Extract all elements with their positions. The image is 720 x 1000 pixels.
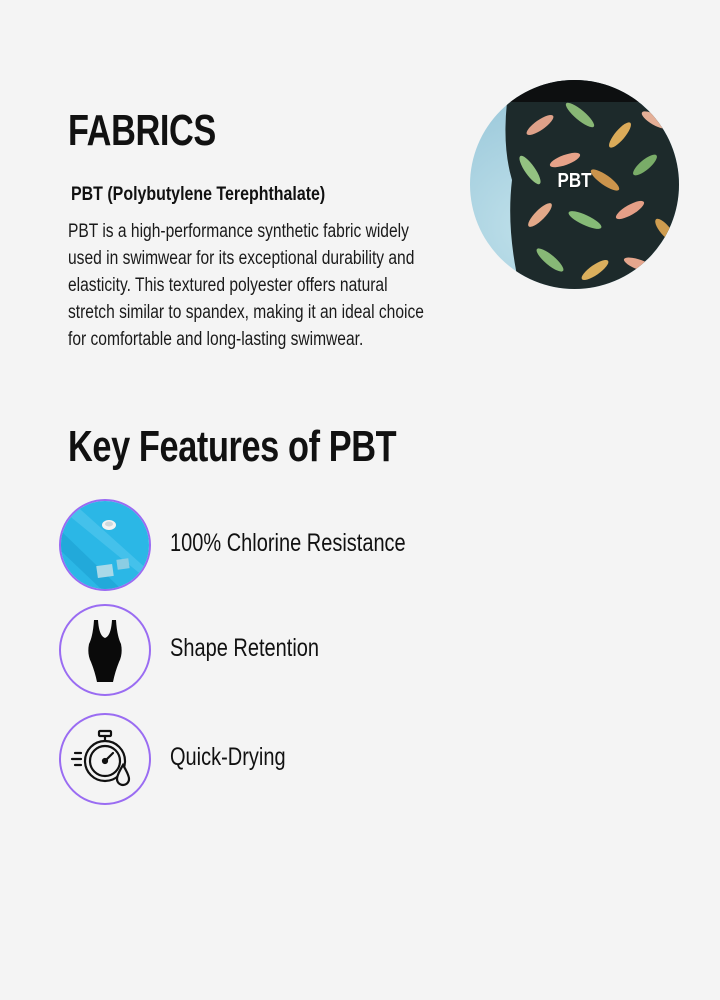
fabric-swimsuit-photo — [470, 80, 679, 289]
feature-quick-drying — [59, 713, 659, 805]
fabric-description: PBT is a high-performance synthetic fabric widely used in swimwear for its exceptional durability and elasticity. This textured polyester offers natural stretch similar to spandex, making it an ideal choice for comfortable and long-lasting swimwear. — [68, 221, 424, 350]
stopwatch-drop-icon — [59, 713, 151, 805]
fabric-name: PBT (Polybutylene Terephthalate) — [71, 184, 326, 205]
feature-label: 100% Chlorine Resistance — [170, 529, 406, 557]
pool-icon — [59, 499, 151, 591]
feature-chlorine-resistance — [59, 499, 659, 591]
photo-label: PBT — [557, 170, 592, 192]
feature-label: Shape Retention — [170, 634, 320, 662]
fabrics-heading: FABRICS — [68, 106, 216, 155]
feature-label: Quick-Drying — [170, 743, 286, 771]
feature-shape-retention — [59, 604, 659, 696]
features-heading: Key Features of PBT — [68, 422, 397, 471]
swimsuit-icon — [59, 604, 151, 696]
